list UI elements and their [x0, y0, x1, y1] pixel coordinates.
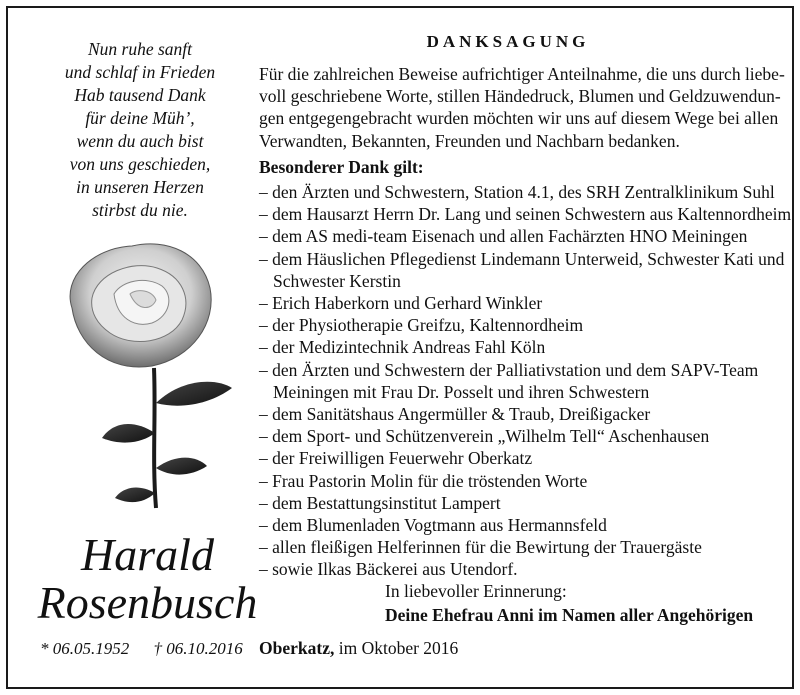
thanks-item: – der Medizintechnik Andreas Fahl Köln [259, 337, 546, 358]
birth-date: * 06.05.1952 [40, 639, 130, 658]
memory-text: In liebevoller Erinnerung: [385, 581, 567, 601]
thanks-item: – dem Sanitätshaus Angermüller & Traub, Dreißigacker [259, 404, 651, 425]
deceased-last-name: Rosenbusch [37, 577, 258, 628]
thanks-item: – der Freiwilligen Feuerwehr Oberkatz [259, 448, 533, 469]
intro-line: voll geschriebene Worte, stillen Händedruck, Blumen und Geldzuwendun- [259, 86, 781, 107]
thanks-item: – Frau Pastorin Molin für die tröstenden Worte [259, 470, 588, 491]
thanks-item-continued: Schwester Kerstin [273, 270, 401, 291]
thanks-item: – den Ärzten und Schwestern der Palliativstation und dem SAPV-Team [259, 359, 759, 380]
thanks-item-continued: Meiningen mit Frau Dr. Posselt und ihren Schwestern [273, 381, 650, 402]
special-thanks-heading: Besonderer Dank gilt: [259, 157, 424, 177]
thanks-list [259, 181, 792, 581]
intro-line: gen entgegengebracht wurden möchten wir uns auf diesem Wege bei allen [259, 108, 779, 129]
poem [40, 38, 240, 222]
intro-text [259, 63, 785, 152]
intro-line: Für die zahlreichen Beweise aufrichtiger Anteilnahme, die uns durch liebe- [259, 64, 785, 84]
poem-line: von uns geschieden, [69, 154, 211, 174]
thanks-item: – der Physiotherapie Greifzu, Kaltennordheim [259, 315, 584, 336]
thanks-item: – den Ärzten und Schwestern, Station 4.1, des SRH Zentralklinikum Suhl [259, 182, 775, 202]
thanks-item: – Erich Haberkorn und Gerhard Winkler [259, 293, 543, 314]
rose-image [52, 228, 242, 528]
thanks-item: – dem Blumenladen Vogtmann aus Hermannsfeld [259, 515, 607, 536]
poem-line: in unseren Herzen [76, 177, 204, 197]
poem-line: und schlaf in Frieden [64, 62, 216, 82]
poem-line: wenn du auch bist [76, 131, 204, 151]
intro-line: Verwandten, Bekannten, Freunden und Nachbarn bedanken. [259, 130, 680, 151]
life-dates [40, 639, 263, 659]
thanks-item: – sowie Ilkas Bäckerei aus Utendorf. [259, 559, 518, 580]
death-date: † 06.10.2016 [153, 639, 243, 658]
thanks-item: – dem AS medi-team Eisenach und allen Fachärzten HNO Meiningen [259, 226, 748, 247]
thanks-item: – dem Sport- und Schützenverein „Wilhelm Tell“ Aschenhausen [259, 426, 710, 447]
thanks-item: – dem Bestattungsinstitut Lampert [259, 492, 501, 513]
place-name: Oberkatz, [259, 638, 335, 658]
thanks-item: – dem Häuslichen Pflegedienst Lindemann Unterweid, Schwester Kati und [259, 248, 785, 269]
poem-line: stirbst du nie. [92, 200, 188, 220]
signature: Deine Ehefrau Anni im Namen aller Angehörigen [385, 605, 754, 625]
deceased-first-name: Harald [81, 529, 214, 580]
notice-title: DANKSAGUNG [426, 32, 590, 51]
poem-line: Hab tausend Dank [74, 85, 206, 105]
place-date [259, 638, 458, 659]
poem-line: für deine Müh’, [85, 108, 195, 128]
thanks-item: – dem Hausarzt Herrn Dr. Lang und seinen Schwestern aus Kaltennordheim [259, 204, 792, 225]
thanks-item: – allen fleißigen Helferinnen für die Bewirtung der Trauergäste [259, 537, 702, 558]
poem-line: Nun ruhe sanft [87, 39, 193, 59]
date-text: im Oktober 2016 [334, 638, 459, 658]
